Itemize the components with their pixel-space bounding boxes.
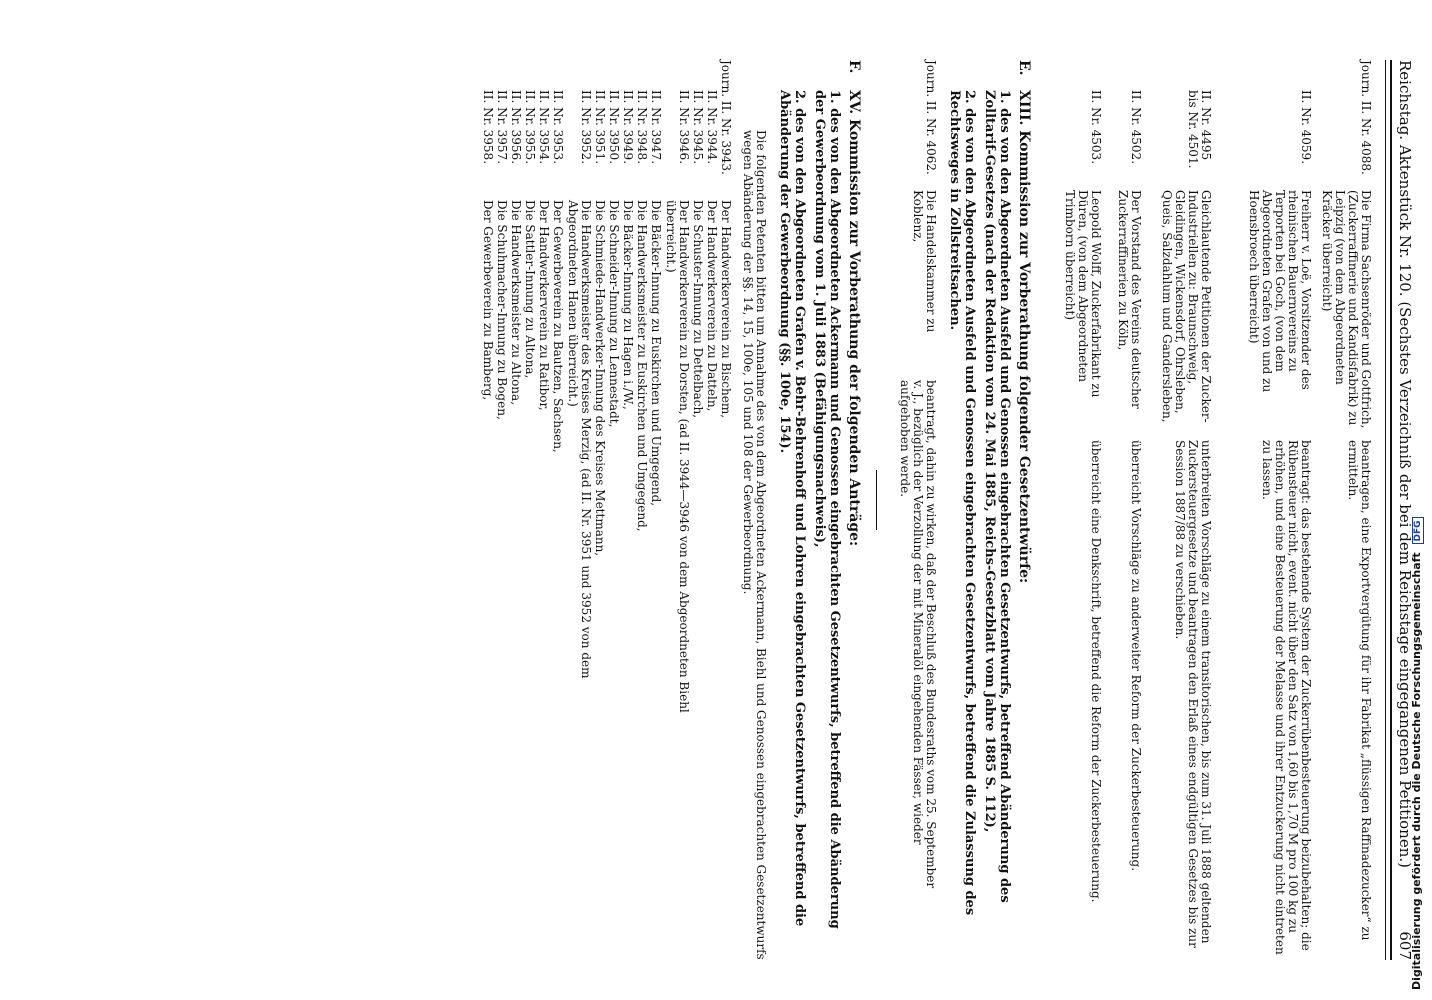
entry-ref: Journ. II. Nr. 4088. — [1359, 60, 1373, 175]
entry-request: beantragt, dahin zu wirken, daß der Beschluß des Bundesraths vom 25. September v. J., bezüglich der Verzollung der mit Mineralöl eingehenden Fässer, wieder aufgehoben werde. — [898, 380, 938, 889]
digitization-footer — [1410, 0, 1432, 1000]
section-f-item: 2. des von den Abgeordneten Grafen v. Behr-Behrenhoff und Lohren eingebrachten Gesetzentwurfs, betreffend die Abänderung der Gewerbeordnung (§§. 100e, 154). — [777, 90, 807, 927]
header-rule — [1385, 60, 1386, 960]
rotated-document-page — [32, 0, 1432, 1000]
petition-ref: II. Nr. 3956. — [509, 90, 523, 165]
petition-text: Die Schuhmacher-Innung zu Bogen, — [495, 200, 509, 420]
petition-ref: II. Nr. 3944. — [705, 90, 719, 165]
petition-text: Der Handwerkerverein zu Datteln, — [705, 200, 719, 412]
page-number: 607 — [1396, 931, 1414, 960]
entry-ref: II. Nr. 4059. — [1299, 90, 1313, 165]
petition-ref: II. Nr. 3949. — [621, 90, 635, 165]
entry-request: beantragt: das bestehende System der Zuckerrübenbesteuerung beizubehalten; die Rübensteuer nicht, event. nicht über den Satz von 1,60 bis 1,70 M pro 100 kg zu erhöhen, und eine Besteuerung der Melasse und ihrer Entzuckerung nicht eintreten zu lassen. — [1260, 440, 1313, 955]
petition-text: Die Schneider-Innung zu Lennestadt, — [607, 200, 621, 428]
petition-ref: II. Nr. 3948. — [635, 90, 649, 165]
petition-ref: II. Nr. 3958. — [481, 90, 495, 165]
petition-text: Die Handwerksmeister zu Euskirchen und Umgegend, — [635, 200, 649, 532]
section-f-item: 1. des von den Abgeordneten Ackermann und Genossen eingebrachten Gesetzentwurfs, betreffend die Abänderung der Gewerbeordnung vom 1. Juli 1883 (Befähigungsnachweis), — [812, 90, 842, 929]
petition-ref: II. Nr. 3955. — [523, 90, 537, 165]
petition-ref: II. Nr. 3947. — [649, 90, 663, 165]
petition-ref: II. Nr. 3951. — [593, 90, 607, 165]
petition-ref: II. Nr. 3946. — [677, 90, 691, 165]
section-e-title: XIII. Kommission zur Vorberathung folgender Gesetzentwürfe: — [1016, 90, 1032, 584]
petition-text: Die Handwerksmeister zu Altona, — [509, 200, 523, 406]
section-e-letter: E. — [1016, 60, 1032, 76]
running-title: Reichstag. Aktenstück Nr. 120. (Sechstes Verzeichniß der bei dem Reichstage eingegangenen Petitionen.) — [1396, 60, 1414, 868]
petition-text: Die Handwerksmeister des Kreises Merzig, (ad II. Nr. 3951 und 3952 von dem Abgeordneten Hanen überreicht.) — [566, 200, 593, 679]
petition-text: Die Schmiede-Handwerker-Innung des Kreises Mettmann, — [593, 200, 607, 557]
entry-request: überreicht eine Denkschrift, betreffend die Reform der Zuckerbesteuerung. — [1089, 440, 1103, 903]
petition-text: Der Gewerbeverein zu Bautzen, Sachsen, — [551, 200, 565, 453]
section-f-intro: Die folgenden Petenten bitten um Annahme des von dem Abgeordneten Ackermann, Biehl und Genossen eingebrachten Gesetzentwurfs wegen Abänderung der §§. 14, 15, 100e, 105 und 108 der Gewerbeordnung. — [741, 130, 768, 960]
section-e-item: 1. des von den Abgeordneten Ausfeld und Genossen eingebrachten Gesetzentwurfs, betreffend Abänderung des Zolltarif-Gesetzes (nach der Redaktion vom 24. Mai 1885, Reichs-Gesetzblatt vom Jahre 1885 S. 112), — [982, 90, 1012, 903]
petition-text: Die Sattler-Innung zu Altona, — [523, 200, 537, 379]
petition-ref: II. Nr. 3945. — [691, 90, 705, 165]
petition-text: Der Handwerkerverein zu Dorsten, (ad II. 3944—3946 von dem Abgeordneten Biehl überreicht.) — [664, 200, 691, 713]
entry-petitioner: Der Vorstand des Vereins deutscher Zuckerraffinerien zu Köln, — [1116, 190, 1143, 409]
petition-text: Der Handwerkerverein zu Bischem, — [719, 200, 733, 419]
section-e-item: 2. des von den Abgeordneten Ausfeld und Genossen eingebrachten Gesetzentwurfs, betreffend die Zulassung des Rechtsweges in Zollstreitsachen. — [947, 90, 977, 916]
petition-ref: II. Nr. 3952. — [579, 90, 593, 165]
petition-text: Die Bäcker-Innung zu Hagen i./W., — [621, 200, 635, 410]
entry-petitioner: Freiherr v. Loë, Vorsitzender des rheinischen Bauernvereins zu Terporten bei Goch, (von dem Abgeordneten Grafen von und zu Hoensbroech überreicht) — [1247, 190, 1313, 393]
entry-ref: II. Nr. 4502. — [1129, 90, 1143, 165]
petition-ref: Journ. II. Nr. 3943. — [719, 60, 733, 175]
petition-text: Der Handwerkerverein zu Ratibor, — [537, 200, 551, 411]
petition-text: Die Schuster-Innung zu Dettelbach, — [691, 200, 705, 419]
entry-ref: II. Nr. 4495 bis Nr. 4501. — [1186, 90, 1213, 169]
dfg-logo: DFG — [1412, 517, 1424, 544]
section-divider — [876, 470, 877, 530]
entry-request: unterbreiten Vorschläge zu einem transitorischen, bis zum 31. Juli 1888 geltenden Zuckersteuergesetze und beantragen den Erlaß eines endgültigen Gesetzes bis zur Session 1887/88 zu verschieben. — [1173, 440, 1213, 948]
section-f-letter: F. — [846, 60, 862, 74]
section-f-title: XV. Kommission zur Vorberathung der folgenden Anträge: — [846, 90, 862, 547]
petition-ref: II. Nr. 3953. — [551, 90, 565, 165]
entry-ref: II. Nr. 4503. — [1089, 90, 1103, 165]
petition-ref: II. Nr. 3954. — [537, 90, 551, 165]
entry-request: beantragen, eine Exportvergütung für ihr Fabrikat „flüssigen Raffinadezucker“ zu ermitteln. — [1346, 440, 1373, 941]
entry-petitioner: Gleichlautende Petitionen der Zucker-Industriellen zu: Braunschweig, Gleidingen, Wickensdorf, Ohrsleben, Queis, Salzdahlum und Gandersleben, — [1160, 190, 1213, 423]
footer-text: Digitalisierung gefördert durch die Deutsche Forschungsgemeinschaft — [1410, 552, 1423, 990]
page-header — [1390, 60, 1412, 960]
petition-ref: II. Nr. 3950. — [607, 90, 621, 165]
petition-text: Der Gewerbeverein zu Bamberg, — [481, 200, 495, 401]
entry-petitioner: Die Handelskammer zu Koblenz, — [911, 190, 938, 333]
petition-ref: II. Nr. 3957. — [495, 90, 509, 165]
entries-top-block — [1042, 60, 1372, 960]
entry-ref: Journ. II. Nr. 4062. — [924, 60, 938, 175]
entry-petitioner: Die Firma Sachsenröder und Gottfrich, (Zuckerraffinerie und Kandisfabrik) zu Leipzig (von dem Abgeordneten Kräcker überreicht) — [1320, 190, 1373, 429]
petition-text: Die Bäcker-Innung zu Euskirchen und Umgegend, — [649, 200, 663, 507]
entry-petitioner: Leopold Wolff, Zuckerfabrikant zu Düren, (von dem Abgeordneten Trimborn überreicht) — [1063, 190, 1103, 398]
entry-request: überreicht Vorschläge zu anderweiter Reform der Zuckerbesteuerung. — [1129, 440, 1143, 872]
